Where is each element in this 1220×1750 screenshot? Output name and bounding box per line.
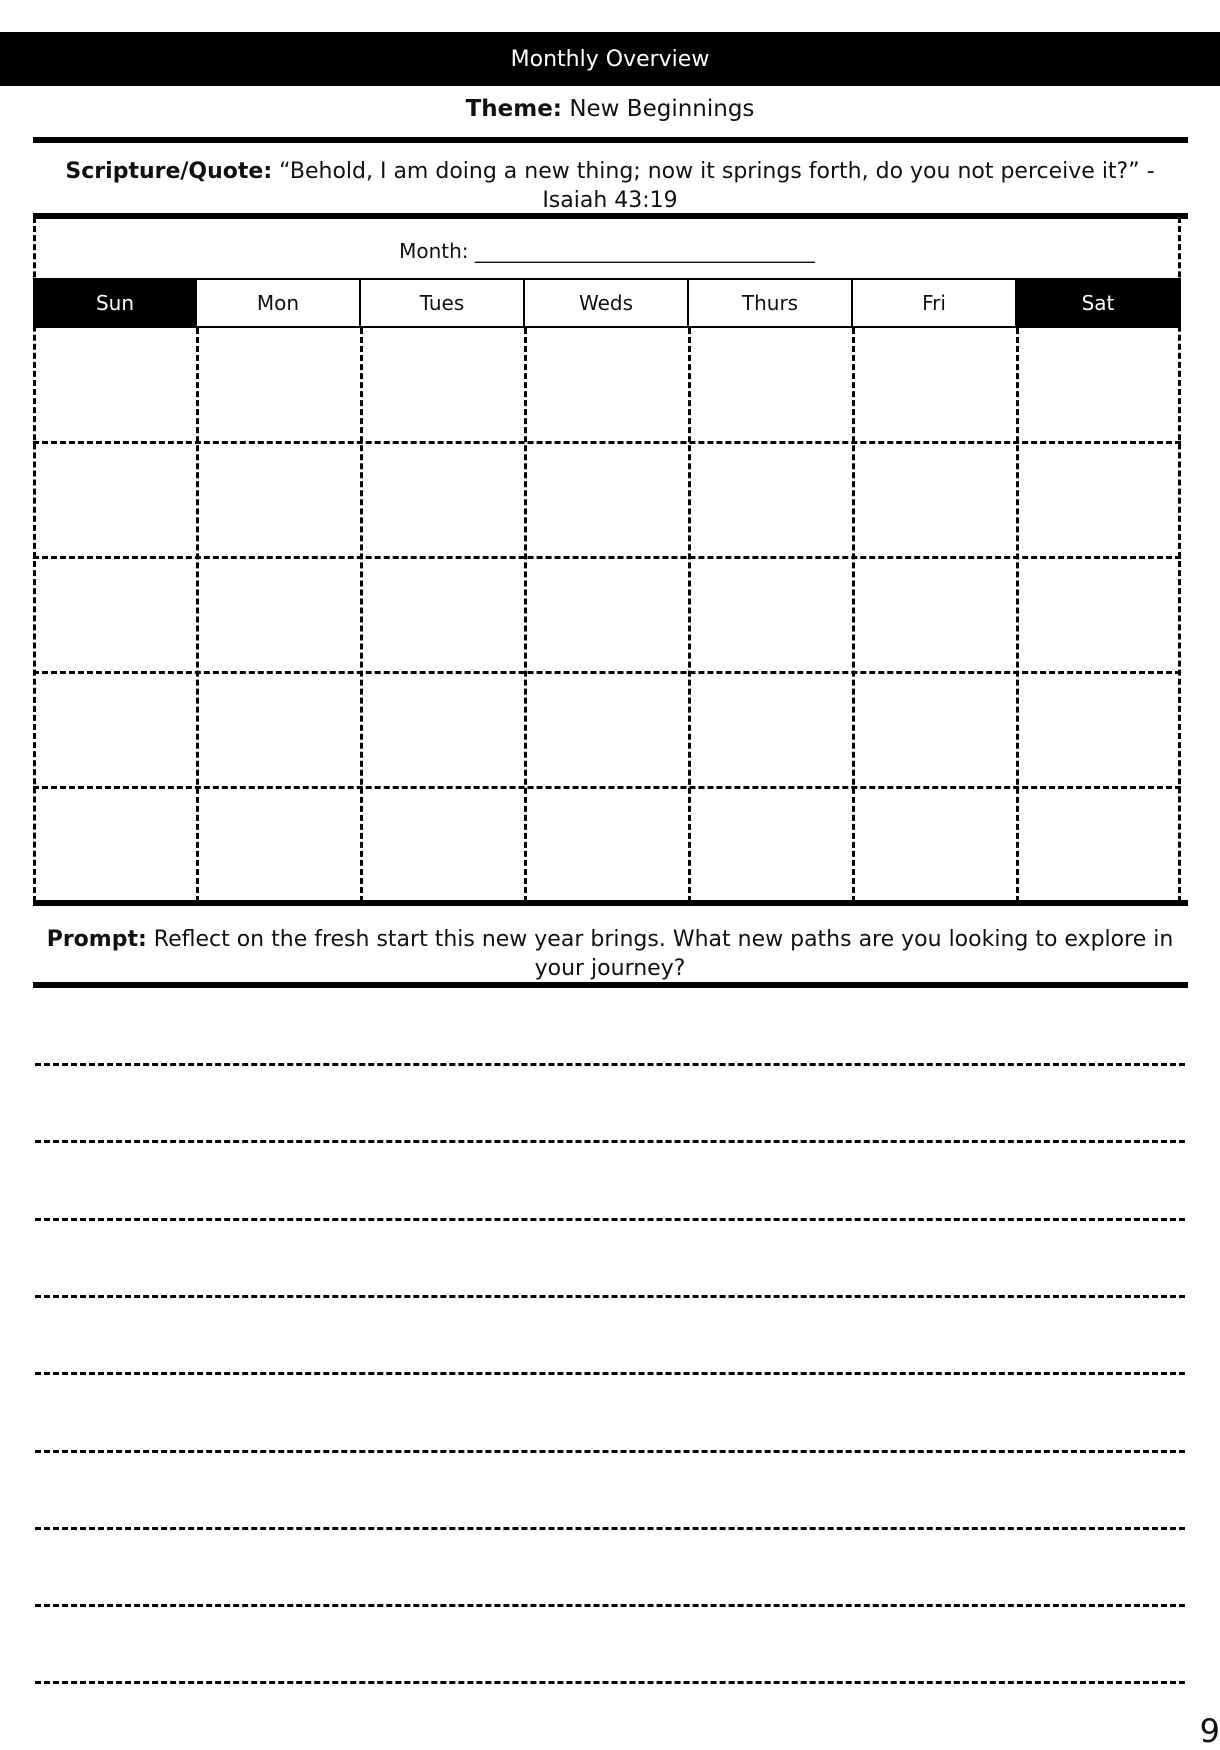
divider-rule bbox=[33, 900, 1188, 906]
day-cell[interactable] bbox=[853, 558, 1017, 673]
writing-line[interactable] bbox=[35, 1450, 1185, 1453]
page-banner bbox=[0, 32, 1220, 86]
day-cell[interactable] bbox=[689, 787, 853, 902]
day-cell[interactable] bbox=[689, 672, 853, 787]
weekday-sun: Sun bbox=[33, 278, 197, 328]
month-field bbox=[36, 239, 1178, 263]
theme-line bbox=[0, 96, 1220, 122]
divider-rule bbox=[33, 137, 1188, 143]
day-cell[interactable] bbox=[361, 443, 525, 558]
day-cell[interactable] bbox=[33, 328, 197, 443]
journal-prompt bbox=[45, 925, 1175, 983]
day-cell[interactable] bbox=[689, 558, 853, 673]
day-cell[interactable] bbox=[1017, 672, 1181, 787]
day-cell[interactable] bbox=[525, 443, 689, 558]
theme-value: New Beginnings bbox=[569, 96, 755, 122]
day-cell[interactable] bbox=[1017, 558, 1181, 673]
prompt-text: Reflect on the fresh start this new year brings. What new paths are you looking to explore in your journey? bbox=[153, 927, 1174, 981]
prompt-label: Prompt: bbox=[46, 927, 147, 952]
day-cell[interactable] bbox=[853, 787, 1017, 902]
writing-line[interactable] bbox=[35, 1063, 1185, 1066]
weekday-thurs: Thurs bbox=[689, 278, 853, 328]
month-label: Month: bbox=[399, 239, 469, 263]
day-cell[interactable] bbox=[525, 787, 689, 902]
day-cell[interactable] bbox=[1017, 787, 1181, 902]
month-blank[interactable]: __________________________________ bbox=[474, 239, 815, 263]
scripture-quote bbox=[45, 157, 1175, 215]
day-cell[interactable] bbox=[361, 787, 525, 902]
day-cell[interactable] bbox=[197, 672, 361, 787]
writing-line[interactable] bbox=[35, 1604, 1185, 1607]
day-cell[interactable] bbox=[197, 787, 361, 902]
day-cell[interactable] bbox=[361, 672, 525, 787]
writing-line[interactable] bbox=[35, 1218, 1185, 1221]
writing-line[interactable] bbox=[35, 1527, 1185, 1530]
day-cell[interactable] bbox=[1017, 328, 1181, 443]
day-cell[interactable] bbox=[689, 443, 853, 558]
scripture-text: “Behold, I am doing a new thing; now it springs forth, do you not perceive it?” - Isaiah 43:19 bbox=[279, 159, 1155, 213]
page-title: Monthly Overview bbox=[510, 46, 710, 72]
day-cell[interactable] bbox=[853, 443, 1017, 558]
weekday-tues: Tues bbox=[361, 278, 525, 328]
writing-line[interactable] bbox=[35, 1372, 1185, 1375]
weekday-weds: Weds bbox=[525, 278, 689, 328]
writing-line[interactable] bbox=[35, 1681, 1185, 1684]
writing-line[interactable] bbox=[35, 1140, 1185, 1143]
writing-line[interactable] bbox=[35, 1295, 1185, 1298]
day-cell[interactable] bbox=[525, 672, 689, 787]
day-cell[interactable] bbox=[197, 558, 361, 673]
day-cell[interactable] bbox=[197, 443, 361, 558]
day-cell[interactable] bbox=[33, 787, 197, 902]
day-cell[interactable] bbox=[33, 672, 197, 787]
scripture-label: Scripture/Quote: bbox=[65, 159, 273, 184]
day-cell[interactable] bbox=[689, 328, 853, 443]
day-cell[interactable] bbox=[853, 328, 1017, 443]
calendar-grid bbox=[33, 328, 1181, 902]
divider-rule bbox=[33, 982, 1188, 988]
day-cell[interactable] bbox=[525, 558, 689, 673]
weekday-mon: Mon bbox=[197, 278, 361, 328]
weekday-sat: Sat bbox=[1017, 278, 1181, 328]
day-cell[interactable] bbox=[853, 672, 1017, 787]
day-cell[interactable] bbox=[361, 328, 525, 443]
day-cell[interactable] bbox=[525, 328, 689, 443]
theme-label: Theme: bbox=[465, 96, 562, 122]
day-cell[interactable] bbox=[1017, 443, 1181, 558]
day-cell[interactable] bbox=[33, 558, 197, 673]
calendar bbox=[33, 217, 1181, 902]
day-cell[interactable] bbox=[361, 558, 525, 673]
day-cell[interactable] bbox=[33, 443, 197, 558]
weekday-fri: Fri bbox=[853, 278, 1017, 328]
page-number: 9 bbox=[1199, 1712, 1220, 1750]
weekday-header bbox=[33, 278, 1181, 328]
day-cell[interactable] bbox=[197, 328, 361, 443]
